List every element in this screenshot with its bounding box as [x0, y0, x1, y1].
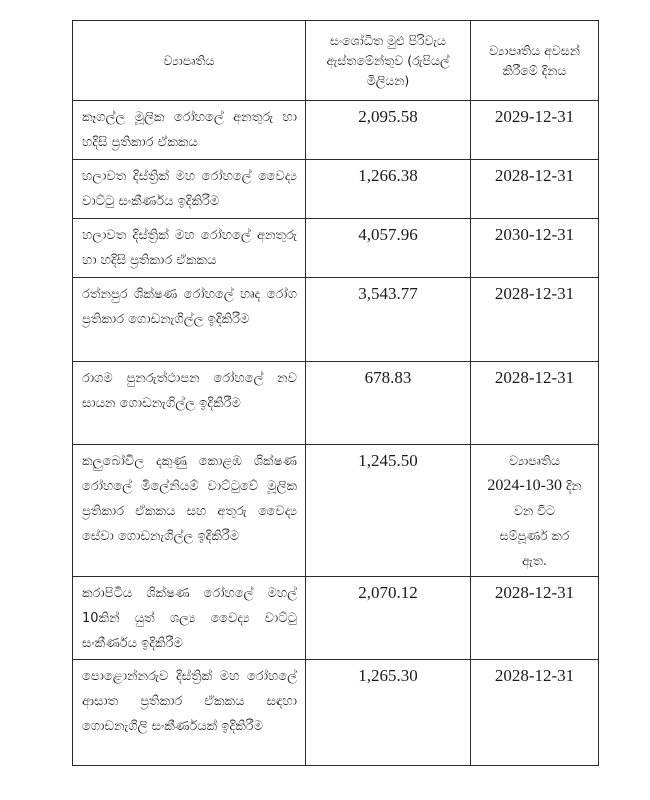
project-name: කලුබෝවිල දකුණු කොළඹ ශික්ෂණ රෝහලේ මිලේනියම් වාට්ටුවේ මූලික ප්‍රතිකාර ඒකකය සහ අතුරු වෛද්‍ය සේවා ගොඩනැගිල්ල ඉදිකිරීම [73, 445, 306, 577]
project-end-date: 2028-12-31 [471, 278, 599, 362]
project-cost: 1,266.38 [306, 160, 471, 219]
completion-note-line2 [471, 473, 598, 498]
project-name: රාගම පුනරුත්ථාපන රෝහලේ නව සායන ගොඩනැගිල්ල ඉදිකිරීම [73, 362, 306, 445]
project-end-date: 2030-12-31 [471, 219, 599, 278]
header-project: ව්‍යාපෘතිය [73, 21, 306, 101]
table-row [73, 445, 599, 577]
header-end-date: ව්‍යාපෘතිය අවසන් කිරීමේ දිනය [471, 21, 599, 101]
hospital-projects-table [72, 20, 599, 766]
project-end-date: 2028-12-31 [471, 577, 599, 660]
project-end-date: 2028-12-31 [471, 160, 599, 219]
project-end-date: 2028-12-31 [471, 660, 599, 766]
table-row [73, 101, 599, 160]
project-name: පොළොන්නරුව දිස්ත්‍රික් මහ රෝහලේ ආසාත ප්‍රතිකාර ඒකකය සඳහා ගොඩනැගිලි සංකීර්ණයක් ඉදිකිරීම [73, 660, 306, 766]
project-cost: 2,070.12 [306, 577, 471, 660]
table-row [73, 160, 599, 219]
project-name: හලාවත දිස්ත්‍රික් මහ රෝහලේ අනතුරු හා හදිසි ප්‍රතිකාර ඒකකය [73, 219, 306, 278]
project-name: කෑගල්ල මූලික රෝහලේ අනතුරු හා හදිසි ප්‍රතිකාර ඒකකය [73, 101, 306, 160]
completion-note-line4: සම්පූර්ණ කර [499, 528, 570, 543]
project-cost: 1,265.30 [306, 660, 471, 766]
project-cost: 678.83 [306, 362, 471, 445]
project-name: හලාවත දිස්ත්‍රික් මහ රෝහලේ වෛද්‍ය වාට්ටු සංකීර්ණය ඉදිකිරීම [73, 160, 306, 219]
completion-note-day: දින [561, 478, 582, 493]
table-row [73, 362, 599, 445]
header-cost: සංශෝධිත මුළු පිරිවැය ඇස්තමේන්තුව (රුපියල් මිලියන) [306, 21, 471, 101]
project-completion-note [471, 445, 599, 577]
completion-note-line5: ඇත. [522, 553, 547, 568]
completion-note-line1: ව්‍යාපෘතිය [508, 453, 561, 468]
project-end-date: 2028-12-31 [471, 362, 599, 445]
completion-note-line3: වන විට [513, 503, 556, 518]
table-row [73, 660, 599, 766]
table-header-row [73, 21, 599, 101]
table-row [73, 278, 599, 362]
project-cost: 1,245.50 [306, 445, 471, 577]
project-end-date: 2029-12-31 [471, 101, 599, 160]
completion-date: 2024-10-30 [487, 477, 562, 494]
project-name: කරාපිටිය ශික්ෂණ රෝහලේ මහල් 10කින් යුත් ශල්‍ය වෛද්‍ය වාට්ටු සංකීර්ණය ඉදිකිරීම [73, 577, 306, 660]
project-cost: 3,543.77 [306, 278, 471, 362]
table-row [73, 577, 599, 660]
table-row [73, 219, 599, 278]
project-name: රත්නපුර ශික්ෂණ රෝහලේ හෘද රෝග ප්‍රතිකාර ගොඩනැගිල්ල ඉදිකිරීම [73, 278, 306, 362]
project-cost: 2,095.58 [306, 101, 471, 160]
project-cost: 4,057.96 [306, 219, 471, 278]
